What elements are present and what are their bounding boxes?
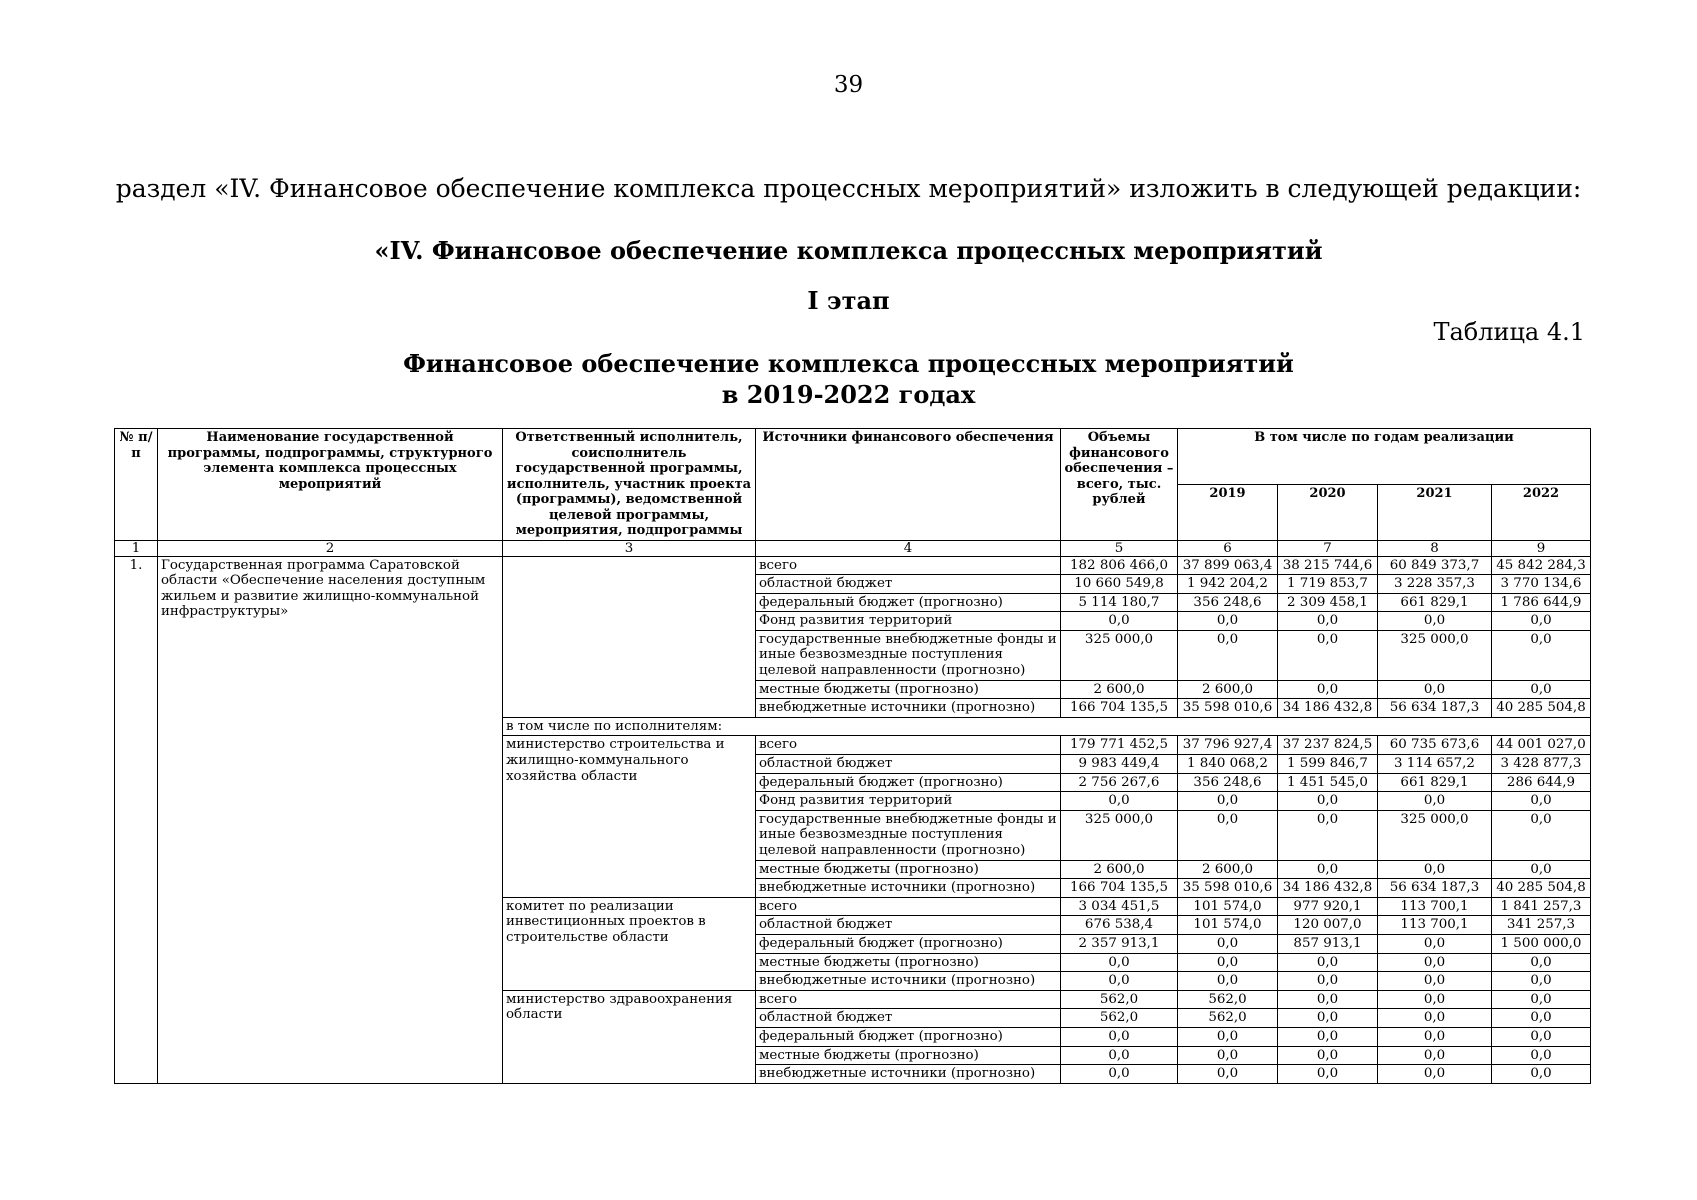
header-year-2020: 2020 bbox=[1278, 484, 1378, 540]
year-2020-cell: 0,0 bbox=[1278, 1027, 1378, 1046]
year-2020-cell: 34 186 432,8 bbox=[1278, 879, 1378, 898]
year-2019-cell: 0,0 bbox=[1178, 792, 1278, 811]
year-2019-cell: 35 598 010,6 bbox=[1178, 879, 1278, 898]
financing-table bbox=[114, 428, 1591, 1084]
source-cell: внебюджетные источники (прогнозно) bbox=[756, 699, 1061, 718]
year-2019-cell: 0,0 bbox=[1178, 934, 1278, 953]
table-row bbox=[115, 556, 1591, 575]
year-2021-cell: 0,0 bbox=[1378, 680, 1492, 699]
column-number: 7 bbox=[1278, 540, 1378, 556]
year-2022-cell: 3 770 134,6 bbox=[1492, 575, 1591, 594]
intro-text: раздел «IV. Финансовое обеспечение комплекса процессных мероприятий» изложить в следующей редакции: bbox=[115, 174, 1582, 203]
column-number: 9 bbox=[1492, 540, 1591, 556]
year-2019-cell: 0,0 bbox=[1178, 972, 1278, 991]
year-2020-cell: 0,0 bbox=[1278, 612, 1378, 631]
year-2019-cell: 562,0 bbox=[1178, 1009, 1278, 1028]
header-year-2021: 2021 bbox=[1378, 484, 1492, 540]
year-2019-cell: 2 600,0 bbox=[1178, 860, 1278, 879]
year-2020-cell: 0,0 bbox=[1278, 972, 1378, 991]
year-2022-cell: 0,0 bbox=[1492, 1027, 1591, 1046]
year-2021-cell: 325 000,0 bbox=[1378, 810, 1492, 860]
year-2020-cell: 0,0 bbox=[1278, 680, 1378, 699]
year-2021-cell: 325 000,0 bbox=[1378, 630, 1492, 680]
source-cell: областной бюджет bbox=[756, 916, 1061, 935]
source-cell: государственные внебюджетные фонды и иные безвозмездные поступления целевой направленности (прогнозно) bbox=[756, 810, 1061, 860]
year-2021-cell: 0,0 bbox=[1378, 990, 1492, 1009]
year-2021-cell: 56 634 187,3 bbox=[1378, 879, 1492, 898]
column-number: 2 bbox=[158, 540, 503, 556]
total-cell: 10 660 549,8 bbox=[1061, 575, 1178, 594]
table-title bbox=[0, 348, 1697, 410]
year-2021-cell: 0,0 bbox=[1378, 860, 1492, 879]
year-2019-cell: 0,0 bbox=[1178, 1065, 1278, 1084]
year-2022-cell: 0,0 bbox=[1492, 630, 1591, 680]
year-2020-cell: 34 186 432,8 bbox=[1278, 699, 1378, 718]
year-2021-cell: 113 700,1 bbox=[1378, 897, 1492, 916]
year-2021-cell: 661 829,1 bbox=[1378, 773, 1492, 792]
header-executor: Ответственный исполнитель, соисполнитель государственной программы, исполнитель, участник проекта (программы), ведомственной целевой программы, мероприятия, подпрограммы bbox=[503, 429, 756, 541]
year-2022-cell: 40 285 504,8 bbox=[1492, 879, 1591, 898]
column-number: 5 bbox=[1061, 540, 1178, 556]
year-2022-cell: 0,0 bbox=[1492, 990, 1591, 1009]
source-cell: местные бюджеты (прогнозно) bbox=[756, 1046, 1061, 1065]
source-cell: всего bbox=[756, 897, 1061, 916]
year-2019-cell: 0,0 bbox=[1178, 1046, 1278, 1065]
year-2019-cell: 0,0 bbox=[1178, 953, 1278, 972]
year-2019-cell: 562,0 bbox=[1178, 990, 1278, 1009]
source-cell: областной бюджет bbox=[756, 1009, 1061, 1028]
source-cell: внебюджетные источники (прогнозно) bbox=[756, 879, 1061, 898]
total-cell: 0,0 bbox=[1061, 612, 1178, 631]
total-cell: 562,0 bbox=[1061, 1009, 1178, 1028]
year-2020-cell: 0,0 bbox=[1278, 1009, 1378, 1028]
year-2019-cell: 0,0 bbox=[1178, 810, 1278, 860]
source-cell: федеральный бюджет (прогнозно) bbox=[756, 593, 1061, 612]
header-year-2019: 2019 bbox=[1178, 484, 1278, 540]
year-2020-cell: 2 309 458,1 bbox=[1278, 593, 1378, 612]
year-2021-cell: 661 829,1 bbox=[1378, 593, 1492, 612]
year-2022-cell: 0,0 bbox=[1492, 612, 1591, 631]
column-number: 4 bbox=[756, 540, 1061, 556]
total-cell: 2 357 913,1 bbox=[1061, 934, 1178, 953]
header-sources: Источники финансового обеспечения bbox=[756, 429, 1061, 541]
table-title-line-1: Финансовое обеспечение комплекса процессных мероприятий bbox=[403, 349, 1294, 378]
year-2022-cell: 1 786 644,9 bbox=[1492, 593, 1591, 612]
year-2022-cell: 0,0 bbox=[1492, 810, 1591, 860]
year-2021-cell: 56 634 187,3 bbox=[1378, 699, 1492, 718]
source-cell: Фонд развития территорий bbox=[756, 612, 1061, 631]
total-cell: 2 756 267,6 bbox=[1061, 773, 1178, 792]
header-name: Наименование государственной программы, подпрограммы, структурного элемента комплекса процессных мероприятий bbox=[158, 429, 503, 541]
source-cell: Фонд развития территорий bbox=[756, 792, 1061, 811]
total-cell: 2 600,0 bbox=[1061, 860, 1178, 879]
total-cell: 325 000,0 bbox=[1061, 630, 1178, 680]
year-2022-cell: 0,0 bbox=[1492, 1009, 1591, 1028]
total-cell: 676 538,4 bbox=[1061, 916, 1178, 935]
year-2021-cell: 0,0 bbox=[1378, 792, 1492, 811]
year-2021-cell: 0,0 bbox=[1378, 972, 1492, 991]
source-cell: федеральный бюджет (прогнозно) bbox=[756, 934, 1061, 953]
executor-name-cell: министерство здравоохранения области bbox=[503, 990, 756, 1083]
source-cell: федеральный бюджет (прогнозно) bbox=[756, 773, 1061, 792]
header-by-years: В том числе по годам реализации bbox=[1178, 429, 1591, 485]
year-2022-cell: 0,0 bbox=[1492, 953, 1591, 972]
total-cell: 325 000,0 bbox=[1061, 810, 1178, 860]
total-cell: 0,0 bbox=[1061, 953, 1178, 972]
year-2021-cell: 60 735 673,6 bbox=[1378, 736, 1492, 755]
table-body bbox=[115, 540, 1591, 1083]
year-2019-cell: 37 899 063,4 bbox=[1178, 556, 1278, 575]
year-2020-cell: 857 913,1 bbox=[1278, 934, 1378, 953]
source-cell: областной бюджет bbox=[756, 575, 1061, 594]
year-2020-cell: 0,0 bbox=[1278, 1046, 1378, 1065]
total-cell: 5 114 180,7 bbox=[1061, 593, 1178, 612]
total-cell: 0,0 bbox=[1061, 972, 1178, 991]
year-2020-cell: 0,0 bbox=[1278, 990, 1378, 1009]
year-2019-cell: 101 574,0 bbox=[1178, 897, 1278, 916]
source-cell: внебюджетные источники (прогнозно) bbox=[756, 1065, 1061, 1084]
total-cell: 166 704 135,5 bbox=[1061, 699, 1178, 718]
year-2022-cell: 0,0 bbox=[1492, 1046, 1591, 1065]
year-2021-cell: 113 700,1 bbox=[1378, 916, 1492, 935]
year-2021-cell: 0,0 bbox=[1378, 934, 1492, 953]
year-2020-cell: 0,0 bbox=[1278, 630, 1378, 680]
header-year-2022: 2022 bbox=[1492, 484, 1591, 540]
source-cell: местные бюджеты (прогнозно) bbox=[756, 953, 1061, 972]
year-2020-cell: 120 007,0 bbox=[1278, 916, 1378, 935]
row-number-cell: 1. bbox=[115, 556, 158, 1083]
year-2021-cell: 0,0 bbox=[1378, 1046, 1492, 1065]
year-2022-cell: 0,0 bbox=[1492, 792, 1591, 811]
year-2020-cell: 0,0 bbox=[1278, 792, 1378, 811]
year-2020-cell: 1 719 853,7 bbox=[1278, 575, 1378, 594]
year-2021-cell: 0,0 bbox=[1378, 1065, 1492, 1084]
year-2021-cell: 0,0 bbox=[1378, 612, 1492, 631]
total-cell: 562,0 bbox=[1061, 990, 1178, 1009]
year-2020-cell: 0,0 bbox=[1278, 953, 1378, 972]
total-cell: 0,0 bbox=[1061, 1065, 1178, 1084]
year-2022-cell: 341 257,3 bbox=[1492, 916, 1591, 935]
year-2019-cell: 35 598 010,6 bbox=[1178, 699, 1278, 718]
year-2022-cell: 0,0 bbox=[1492, 972, 1591, 991]
total-cell: 0,0 bbox=[1061, 1046, 1178, 1065]
year-2019-cell: 356 248,6 bbox=[1178, 593, 1278, 612]
year-2020-cell: 977 920,1 bbox=[1278, 897, 1378, 916]
total-cell: 166 704 135,5 bbox=[1061, 879, 1178, 898]
year-2021-cell: 0,0 bbox=[1378, 1009, 1492, 1028]
source-cell: всего bbox=[756, 556, 1061, 575]
year-2021-cell: 0,0 bbox=[1378, 953, 1492, 972]
year-2019-cell: 1 840 068,2 bbox=[1178, 755, 1278, 774]
year-2021-cell: 3 228 357,3 bbox=[1378, 575, 1492, 594]
program-name-cell: Государственная программа Саратовской области «Обеспечение населения доступным жильем и развитие жилищно-коммунальной инфраструктуры» bbox=[158, 556, 503, 1083]
year-2022-cell: 44 001 027,0 bbox=[1492, 736, 1591, 755]
year-2019-cell: 37 796 927,4 bbox=[1178, 736, 1278, 755]
column-number: 6 bbox=[1178, 540, 1278, 556]
year-2021-cell: 0,0 bbox=[1378, 1027, 1492, 1046]
year-2022-cell: 45 842 284,3 bbox=[1492, 556, 1591, 575]
executor-name-cell: министерство строительства и жилищно-коммунального хозяйства области bbox=[503, 736, 756, 897]
source-cell: внебюджетные источники (прогнозно) bbox=[756, 972, 1061, 991]
source-cell: местные бюджеты (прогнозно) bbox=[756, 860, 1061, 879]
page-number: 39 bbox=[833, 72, 864, 98]
executor-name-cell: комитет по реализации инвестиционных проектов в строительстве области bbox=[503, 897, 756, 990]
year-2021-cell: 3 114 657,2 bbox=[1378, 755, 1492, 774]
section-title: «IV. Финансовое обеспечение комплекса процессных мероприятий bbox=[374, 236, 1323, 265]
source-cell: федеральный бюджет (прогнозно) bbox=[756, 1027, 1061, 1046]
column-numbers-row bbox=[115, 540, 1591, 556]
header-volume: Объемы финансового обеспечения – всего, тыс. рублей bbox=[1061, 429, 1178, 541]
total-cell: 0,0 bbox=[1061, 1027, 1178, 1046]
year-2021-cell: 60 849 373,7 bbox=[1378, 556, 1492, 575]
source-cell: всего bbox=[756, 990, 1061, 1009]
total-cell: 2 600,0 bbox=[1061, 680, 1178, 699]
total-cell: 9 983 449,4 bbox=[1061, 755, 1178, 774]
column-number: 8 bbox=[1378, 540, 1492, 556]
year-2019-cell: 0,0 bbox=[1178, 630, 1278, 680]
year-2020-cell: 1 451 545,0 bbox=[1278, 773, 1378, 792]
year-2020-cell: 1 599 846,7 bbox=[1278, 755, 1378, 774]
year-2020-cell: 38 215 744,6 bbox=[1278, 556, 1378, 575]
year-2020-cell: 37 237 824,5 bbox=[1278, 736, 1378, 755]
year-2019-cell: 356 248,6 bbox=[1178, 773, 1278, 792]
stage-title: I этап bbox=[807, 286, 890, 315]
source-cell: областной бюджет bbox=[756, 755, 1061, 774]
table-title-line-2: в 2019-2022 годах bbox=[721, 380, 976, 409]
year-2019-cell: 101 574,0 bbox=[1178, 916, 1278, 935]
year-2022-cell: 40 285 504,8 bbox=[1492, 699, 1591, 718]
total-cell: 182 806 466,0 bbox=[1061, 556, 1178, 575]
executor-cell-empty bbox=[503, 556, 756, 717]
source-cell: местные бюджеты (прогнозно) bbox=[756, 680, 1061, 699]
total-cell: 179 771 452,5 bbox=[1061, 736, 1178, 755]
total-cell: 0,0 bbox=[1061, 792, 1178, 811]
column-number: 1 bbox=[115, 540, 158, 556]
year-2019-cell: 2 600,0 bbox=[1178, 680, 1278, 699]
year-2022-cell: 0,0 bbox=[1492, 860, 1591, 879]
year-2022-cell: 286 644,9 bbox=[1492, 773, 1591, 792]
year-2020-cell: 0,0 bbox=[1278, 860, 1378, 879]
table-header bbox=[115, 429, 1591, 541]
year-2022-cell: 1 841 257,3 bbox=[1492, 897, 1591, 916]
header-num: № п/п bbox=[115, 429, 158, 541]
year-2019-cell: 1 942 204,2 bbox=[1178, 575, 1278, 594]
year-2022-cell: 0,0 bbox=[1492, 1065, 1591, 1084]
total-cell: 3 034 451,5 bbox=[1061, 897, 1178, 916]
source-cell: всего bbox=[756, 736, 1061, 755]
year-2022-cell: 1 500 000,0 bbox=[1492, 934, 1591, 953]
year-2020-cell: 0,0 bbox=[1278, 1065, 1378, 1084]
by-executors-label: в том числе по исполнителям: bbox=[503, 717, 1591, 736]
year-2019-cell: 0,0 bbox=[1178, 1027, 1278, 1046]
year-2020-cell: 0,0 bbox=[1278, 810, 1378, 860]
table-label: Таблица 4.1 bbox=[1433, 318, 1585, 346]
source-cell: государственные внебюджетные фонды и иные безвозмездные поступления целевой направленности (прогнозно) bbox=[756, 630, 1061, 680]
year-2022-cell: 0,0 bbox=[1492, 680, 1591, 699]
year-2019-cell: 0,0 bbox=[1178, 612, 1278, 631]
column-number: 3 bbox=[503, 540, 756, 556]
year-2022-cell: 3 428 877,3 bbox=[1492, 755, 1591, 774]
